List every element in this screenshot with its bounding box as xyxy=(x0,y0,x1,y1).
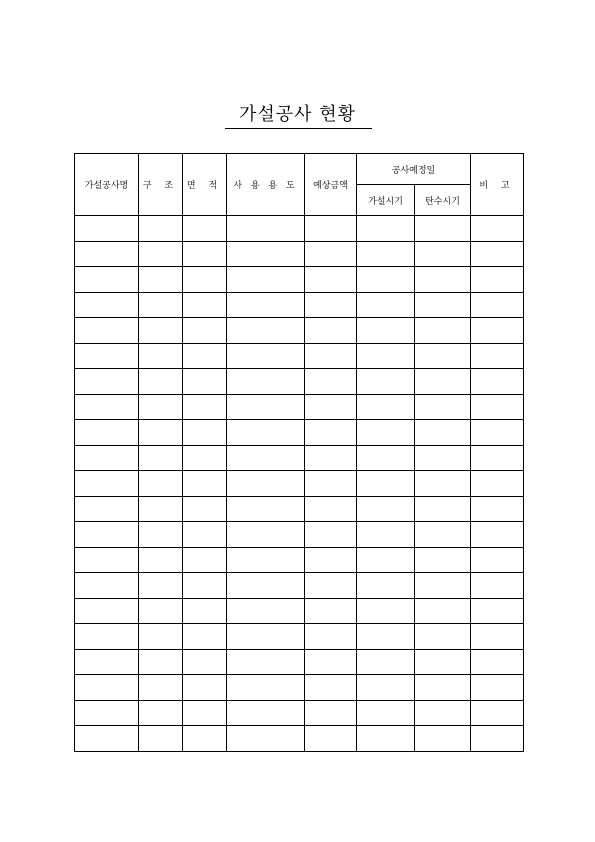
table-row xyxy=(75,573,524,599)
cell-remarks[interactable] xyxy=(471,675,524,701)
cell-area[interactable] xyxy=(183,700,227,726)
cell-remarks[interactable] xyxy=(471,547,524,573)
cell-area[interactable] xyxy=(183,726,227,752)
document-title: 가설공사 현황 xyxy=(238,104,357,125)
cell-structure[interactable] xyxy=(139,700,183,726)
cell-usage[interactable] xyxy=(227,318,305,344)
cell-install[interactable] xyxy=(357,318,415,344)
cell-estimate[interactable] xyxy=(305,267,357,293)
cell-removal[interactable] xyxy=(415,496,471,522)
cell-estimate[interactable] xyxy=(305,649,357,675)
header-structure: 구 조 xyxy=(139,154,183,216)
cell-name[interactable] xyxy=(75,394,139,420)
header-estimate: 예상금액 xyxy=(305,154,357,216)
cell-area[interactable] xyxy=(183,445,227,471)
cell-removal[interactable] xyxy=(415,700,471,726)
cell-structure[interactable] xyxy=(139,522,183,548)
cell-removal[interactable] xyxy=(415,547,471,573)
table-row xyxy=(75,675,524,701)
cell-structure[interactable] xyxy=(139,216,183,242)
cell-structure[interactable] xyxy=(139,318,183,344)
cell-area[interactable] xyxy=(183,394,227,420)
cell-name[interactable] xyxy=(75,216,139,242)
cell-usage[interactable] xyxy=(227,445,305,471)
header-remarks: 비 고 xyxy=(471,154,524,216)
cell-usage[interactable] xyxy=(227,598,305,624)
cell-install[interactable] xyxy=(357,267,415,293)
table-row xyxy=(75,267,524,293)
cell-area[interactable] xyxy=(183,267,227,293)
table-row xyxy=(75,241,524,267)
cell-estimate[interactable] xyxy=(305,445,357,471)
table-body xyxy=(75,216,524,752)
cell-estimate[interactable] xyxy=(305,369,357,395)
cell-usage[interactable] xyxy=(227,547,305,573)
cell-removal[interactable] xyxy=(415,241,471,267)
cell-install[interactable] xyxy=(357,216,415,242)
header-area: 면 적 xyxy=(183,154,227,216)
cell-usage[interactable] xyxy=(227,216,305,242)
header-name: 가설공사명 xyxy=(75,154,139,216)
cell-estimate[interactable] xyxy=(305,598,357,624)
cell-install[interactable] xyxy=(357,343,415,369)
cell-remarks[interactable] xyxy=(471,573,524,599)
table-row xyxy=(75,445,524,471)
cell-estimate[interactable] xyxy=(305,547,357,573)
table-row xyxy=(75,522,524,548)
cell-name[interactable] xyxy=(75,649,139,675)
cell-remarks[interactable] xyxy=(471,241,524,267)
cell-name[interactable] xyxy=(75,343,139,369)
cell-area[interactable] xyxy=(183,624,227,650)
cell-structure[interactable] xyxy=(139,267,183,293)
cell-area[interactable] xyxy=(183,598,227,624)
cell-remarks[interactable] xyxy=(471,471,524,497)
cell-name[interactable] xyxy=(75,624,139,650)
cell-area[interactable] xyxy=(183,649,227,675)
cell-usage[interactable] xyxy=(227,573,305,599)
title-underline xyxy=(225,128,372,129)
cell-name[interactable] xyxy=(75,369,139,395)
cell-remarks[interactable] xyxy=(471,343,524,369)
cell-remarks[interactable] xyxy=(471,496,524,522)
table-row xyxy=(75,624,524,650)
cell-removal[interactable] xyxy=(415,420,471,446)
cell-area[interactable] xyxy=(183,369,227,395)
cell-remarks[interactable] xyxy=(471,394,524,420)
cell-estimate[interactable] xyxy=(305,241,357,267)
cell-name[interactable] xyxy=(75,445,139,471)
cell-usage[interactable] xyxy=(227,394,305,420)
cell-structure[interactable] xyxy=(139,547,183,573)
cell-estimate[interactable] xyxy=(305,496,357,522)
cell-name[interactable] xyxy=(75,675,139,701)
table-row xyxy=(75,292,524,318)
cell-install[interactable] xyxy=(357,292,415,318)
cell-remarks[interactable] xyxy=(471,216,524,242)
table-row xyxy=(75,394,524,420)
cell-install[interactable] xyxy=(357,573,415,599)
cell-remarks[interactable] xyxy=(471,445,524,471)
cell-removal[interactable] xyxy=(415,394,471,420)
cell-install[interactable] xyxy=(357,394,415,420)
cell-area[interactable] xyxy=(183,522,227,548)
header-schedule-group: 공사예정일 xyxy=(357,154,471,185)
cell-estimate[interactable] xyxy=(305,318,357,344)
cell-install[interactable] xyxy=(357,496,415,522)
cell-removal[interactable] xyxy=(415,445,471,471)
cell-install[interactable] xyxy=(357,522,415,548)
table-row xyxy=(75,496,524,522)
cell-structure[interactable] xyxy=(139,343,183,369)
cell-name[interactable] xyxy=(75,496,139,522)
cell-structure[interactable] xyxy=(139,369,183,395)
cell-install[interactable] xyxy=(357,420,415,446)
cell-removal[interactable] xyxy=(415,573,471,599)
cell-structure[interactable] xyxy=(139,241,183,267)
cell-area[interactable] xyxy=(183,420,227,446)
cell-usage[interactable] xyxy=(227,496,305,522)
table-row xyxy=(75,343,524,369)
cell-remarks[interactable] xyxy=(471,292,524,318)
cell-name[interactable] xyxy=(75,318,139,344)
cell-remarks[interactable] xyxy=(471,598,524,624)
cell-install[interactable] xyxy=(357,547,415,573)
cell-install[interactable] xyxy=(357,471,415,497)
cell-area[interactable] xyxy=(183,471,227,497)
cell-removal[interactable] xyxy=(415,471,471,497)
cell-name[interactable] xyxy=(75,471,139,497)
cell-name[interactable] xyxy=(75,598,139,624)
table-row xyxy=(75,471,524,497)
cell-remarks[interactable] xyxy=(471,649,524,675)
cell-usage[interactable] xyxy=(227,522,305,548)
cell-structure[interactable] xyxy=(139,420,183,446)
cell-structure[interactable] xyxy=(139,445,183,471)
cell-removal[interactable] xyxy=(415,649,471,675)
cell-estimate[interactable] xyxy=(305,675,357,701)
cell-name[interactable] xyxy=(75,700,139,726)
cell-usage[interactable] xyxy=(227,241,305,267)
table-row xyxy=(75,369,524,395)
cell-install[interactable] xyxy=(357,369,415,395)
cell-structure[interactable] xyxy=(139,624,183,650)
cell-name[interactable] xyxy=(75,726,139,752)
cell-name[interactable] xyxy=(75,573,139,599)
cell-removal[interactable] xyxy=(415,726,471,752)
table-row xyxy=(75,318,524,344)
cell-usage[interactable] xyxy=(227,700,305,726)
table-row xyxy=(75,216,524,242)
cell-estimate[interactable] xyxy=(305,343,357,369)
cell-remarks[interactable] xyxy=(471,726,524,752)
cell-usage[interactable] xyxy=(227,292,305,318)
cell-name[interactable] xyxy=(75,547,139,573)
cell-estimate[interactable] xyxy=(305,726,357,752)
table-row xyxy=(75,420,524,446)
cell-structure[interactable] xyxy=(139,394,183,420)
cell-removal[interactable] xyxy=(415,292,471,318)
cell-install[interactable] xyxy=(357,726,415,752)
cell-estimate[interactable] xyxy=(305,573,357,599)
cell-structure[interactable] xyxy=(139,292,183,318)
cell-area[interactable] xyxy=(183,318,227,344)
cell-area[interactable] xyxy=(183,573,227,599)
cell-removal[interactable] xyxy=(415,343,471,369)
cell-estimate[interactable] xyxy=(305,471,357,497)
cell-estimate[interactable] xyxy=(305,624,357,650)
cell-install[interactable] xyxy=(357,598,415,624)
cell-remarks[interactable] xyxy=(471,522,524,548)
cell-area[interactable] xyxy=(183,216,227,242)
cell-usage[interactable] xyxy=(227,726,305,752)
cell-install[interactable] xyxy=(357,675,415,701)
cell-name[interactable] xyxy=(75,522,139,548)
cell-estimate[interactable] xyxy=(305,700,357,726)
cell-area[interactable] xyxy=(183,547,227,573)
cell-estimate[interactable] xyxy=(305,216,357,242)
cell-structure[interactable] xyxy=(139,675,183,701)
table-row xyxy=(75,598,524,624)
cell-area[interactable] xyxy=(183,241,227,267)
cell-remarks[interactable] xyxy=(471,624,524,650)
cell-structure[interactable] xyxy=(139,573,183,599)
cell-usage[interactable] xyxy=(227,343,305,369)
cell-usage[interactable] xyxy=(227,369,305,395)
cell-remarks[interactable] xyxy=(471,267,524,293)
cell-removal[interactable] xyxy=(415,318,471,344)
header-usage: 사 용 용 도 xyxy=(227,154,305,216)
cell-usage[interactable] xyxy=(227,471,305,497)
cell-removal[interactable] xyxy=(415,522,471,548)
cell-remarks[interactable] xyxy=(471,700,524,726)
cell-remarks[interactable] xyxy=(471,318,524,344)
cell-name[interactable] xyxy=(75,420,139,446)
cell-name[interactable] xyxy=(75,292,139,318)
cell-area[interactable] xyxy=(183,675,227,701)
cell-removal[interactable] xyxy=(415,216,471,242)
table-row xyxy=(75,700,524,726)
table-row xyxy=(75,726,524,752)
cell-name[interactable] xyxy=(75,241,139,267)
cell-usage[interactable] xyxy=(227,624,305,650)
cell-install[interactable] xyxy=(357,700,415,726)
cell-structure[interactable] xyxy=(139,649,183,675)
cell-area[interactable] xyxy=(183,496,227,522)
cell-name[interactable] xyxy=(75,267,139,293)
cell-estimate[interactable] xyxy=(305,420,357,446)
cell-area[interactable] xyxy=(183,292,227,318)
cell-removal[interactable] xyxy=(415,598,471,624)
cell-install[interactable] xyxy=(357,241,415,267)
cell-structure[interactable] xyxy=(139,496,183,522)
table-row xyxy=(75,649,524,675)
cell-removal[interactable] xyxy=(415,675,471,701)
cell-usage[interactable] xyxy=(227,267,305,293)
cell-usage[interactable] xyxy=(227,649,305,675)
cell-structure[interactable] xyxy=(139,726,183,752)
cell-removal[interactable] xyxy=(415,369,471,395)
cell-remarks[interactable] xyxy=(471,420,524,446)
cell-install[interactable] xyxy=(357,649,415,675)
header-removal: 탄수시기 xyxy=(415,185,471,216)
cell-removal[interactable] xyxy=(415,624,471,650)
cell-install[interactable] xyxy=(357,445,415,471)
cell-remarks[interactable] xyxy=(471,369,524,395)
cell-install[interactable] xyxy=(357,624,415,650)
cell-estimate[interactable] xyxy=(305,394,357,420)
cell-structure[interactable] xyxy=(139,598,183,624)
cell-structure[interactable] xyxy=(139,471,183,497)
cell-removal[interactable] xyxy=(415,267,471,293)
cell-estimate[interactable] xyxy=(305,522,357,548)
cell-usage[interactable] xyxy=(227,675,305,701)
table-row xyxy=(75,547,524,573)
header-install: 가설시기 xyxy=(357,185,415,216)
cell-estimate[interactable] xyxy=(305,292,357,318)
cell-usage[interactable] xyxy=(227,420,305,446)
temporary-works-table xyxy=(74,153,524,752)
cell-area[interactable] xyxy=(183,343,227,369)
